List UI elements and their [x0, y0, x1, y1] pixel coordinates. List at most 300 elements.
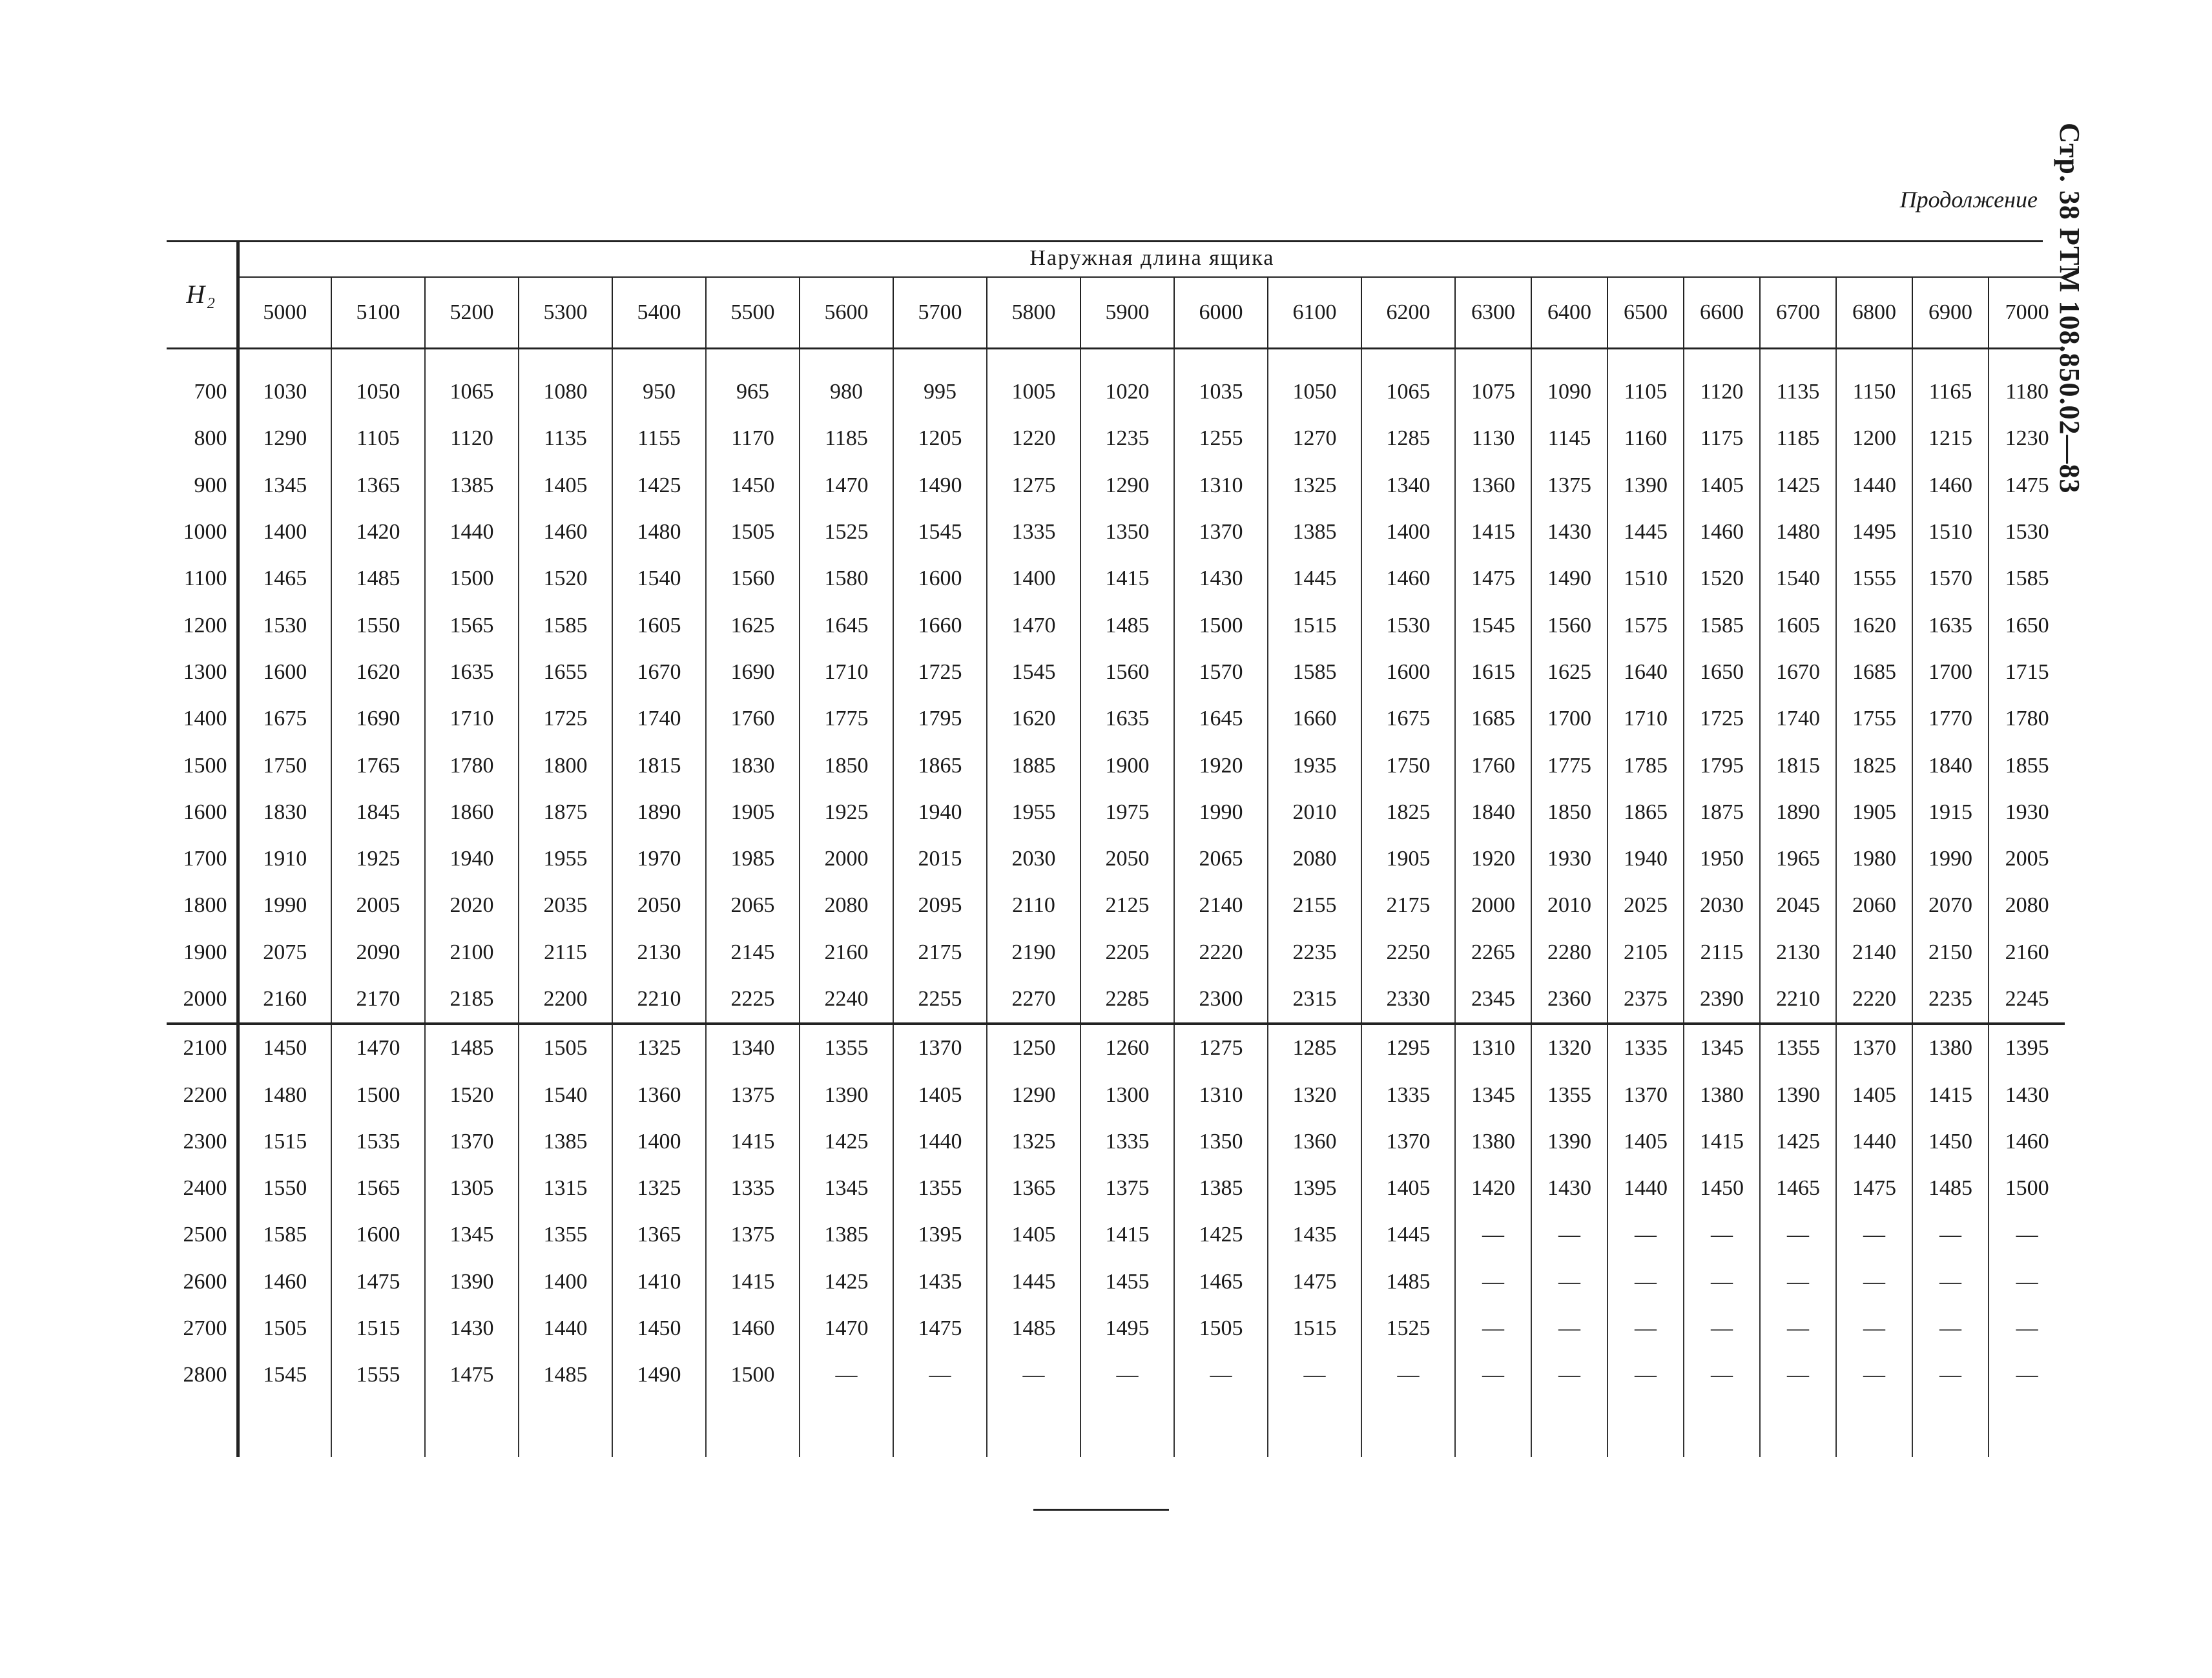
table-cell: —	[1174, 1352, 1268, 1398]
table-cell: 1585	[1989, 555, 2065, 602]
table-cell: 1775	[1531, 742, 1607, 789]
table-cell: 1940	[893, 789, 987, 836]
table-cell: 2175	[1361, 882, 1455, 929]
table-cell: 1710	[800, 649, 893, 696]
table-cell: 2285	[1080, 976, 1174, 1024]
table-cell: 2185	[425, 976, 519, 1024]
column-header: 5500	[706, 277, 800, 349]
table-cell: 2210	[1760, 976, 1836, 1024]
table-cell: 1345	[1684, 1024, 1760, 1072]
table-cell: 1570	[1174, 649, 1268, 696]
table-cell: 1865	[893, 742, 987, 789]
row-label-h2: 1600	[183, 800, 227, 824]
row-label-h2: 1900	[183, 940, 227, 964]
column-header: 6900	[1912, 277, 1989, 349]
table-cell: 1290	[987, 1072, 1080, 1118]
table-cell: 1725	[519, 696, 612, 742]
table-cell: 1375	[1531, 462, 1607, 509]
table-cell: 1900	[1080, 742, 1174, 789]
table-cell: 2210	[612, 976, 706, 1024]
table-cell: 1505	[706, 509, 800, 555]
table-row	[167, 1305, 2065, 1352]
row-label-h2: 2200	[183, 1082, 227, 1107]
table-cell: 1415	[706, 1119, 800, 1165]
table-cell: 1180	[1989, 369, 2065, 415]
table-cell: 1345	[800, 1165, 893, 1212]
table-cell: 2125	[1080, 882, 1174, 929]
table-cell: 1170	[706, 415, 800, 462]
table-cell: 1365	[987, 1165, 1080, 1212]
table-cell: 1510	[1607, 555, 1684, 602]
table-cell: 1405	[1607, 1119, 1684, 1165]
table-row	[167, 882, 2065, 929]
table-cell: 1930	[1531, 836, 1607, 882]
table-cell: 1725	[1684, 696, 1760, 742]
table-cell: 1780	[425, 742, 519, 789]
table-cell: —	[1989, 1212, 2065, 1258]
table-cell: 1300	[1080, 1072, 1174, 1118]
table-row	[167, 555, 2065, 602]
table-cell: 1890	[612, 789, 706, 836]
table-cell: 2005	[331, 882, 425, 929]
table-cell: 2150	[1912, 929, 1989, 976]
table-cell: 2235	[1268, 929, 1361, 976]
table-cell: 1405	[893, 1072, 987, 1118]
table-cell: 2200	[519, 976, 612, 1024]
table-cell: 1175	[1684, 415, 1760, 462]
table-cell: 1485	[1912, 1165, 1989, 1212]
table-cell: 2095	[893, 882, 987, 929]
table-cell: 1430	[1174, 555, 1268, 602]
continuation-label: Продолжение	[1899, 187, 2038, 212]
table-cell: 1435	[1268, 1212, 1361, 1258]
table-cell: 1405	[519, 462, 612, 509]
table-cell: —	[1607, 1212, 1684, 1258]
table-cell: 1965	[1760, 836, 1836, 882]
table-cell: —	[800, 1352, 893, 1398]
table-cell: 1480	[1760, 509, 1836, 555]
table-cell: —	[1760, 1212, 1836, 1258]
table-cell: 1545	[987, 649, 1080, 696]
table-cell: 1230	[1989, 415, 2065, 462]
table-cell: 1505	[519, 1024, 612, 1072]
table-cell: 1460	[1989, 1119, 2065, 1165]
table-row	[167, 1212, 2065, 1258]
page-and-document-number: Стр. 38 РТМ 108.850.02—83	[2054, 123, 2085, 494]
table-cell: 1545	[1455, 602, 1531, 648]
table-cell: 1385	[425, 462, 519, 509]
table-cell: 1640	[1607, 649, 1684, 696]
table-cell: 2030	[987, 836, 1080, 882]
table-cell: 1370	[1836, 1024, 1912, 1072]
table-cell: 1430	[1531, 1165, 1607, 1212]
table-cell: 1685	[1455, 696, 1531, 742]
table-cell: 1830	[706, 742, 800, 789]
row-label-h2: 1100	[183, 566, 227, 591]
table-cell: 1315	[519, 1165, 612, 1212]
table-row	[167, 976, 2065, 1024]
table-cell: 1600	[331, 1212, 425, 1258]
table-cell: 1690	[331, 696, 425, 742]
table-cell: 1425	[800, 1119, 893, 1165]
table-cell: 1390	[800, 1072, 893, 1118]
table-cell: 1350	[1080, 509, 1174, 555]
table-cell: 1670	[612, 649, 706, 696]
table-cell: —	[1607, 1259, 1684, 1305]
table-cell: 1030	[238, 369, 331, 415]
table-cell: 2225	[706, 976, 800, 1024]
table-cell: 1420	[1455, 1165, 1531, 1212]
table-cell: 1955	[519, 836, 612, 882]
table-cell: 1435	[893, 1259, 987, 1305]
table-cell: 1840	[1912, 742, 1989, 789]
table-cell: 1335	[1361, 1072, 1455, 1118]
table-cell: —	[1760, 1305, 1836, 1352]
table-cell: —	[1836, 1259, 1912, 1305]
table-cell: 1925	[331, 836, 425, 882]
table-cell: 2245	[1989, 976, 2065, 1024]
table-cell: 2075	[238, 929, 331, 976]
table-cell: 1555	[331, 1352, 425, 1398]
table-cell: 2270	[987, 976, 1080, 1024]
table-cell: 2315	[1268, 976, 1361, 1024]
table-cell: 1850	[800, 742, 893, 789]
table-cell: 1540	[612, 555, 706, 602]
table-cell: 1335	[706, 1165, 800, 1212]
table-cell: 2240	[800, 976, 893, 1024]
table-cell: 1765	[331, 742, 425, 789]
column-header: 5200	[425, 277, 519, 349]
table-cell: 2000	[1455, 882, 1531, 929]
table-cell: 1345	[238, 462, 331, 509]
row-label-h2: 1400	[183, 707, 227, 731]
table-cell: 1405	[1836, 1072, 1912, 1118]
table-cell: 2265	[1455, 929, 1531, 976]
row-label-h2: 1500	[183, 753, 227, 778]
table-cell: 1285	[1268, 1024, 1361, 1072]
table-cell: 1415	[1684, 1119, 1760, 1165]
table-cell: 1020	[1080, 369, 1174, 415]
table-cell: 1495	[1080, 1305, 1174, 1352]
table-cell: 1425	[800, 1259, 893, 1305]
table-cell: 1990	[1912, 836, 1989, 882]
table-cell: 1755	[1836, 696, 1912, 742]
table-cell: 1515	[331, 1305, 425, 1352]
table-cell: 2080	[800, 882, 893, 929]
table-cell: 1940	[425, 836, 519, 882]
table-cell: 2015	[893, 836, 987, 882]
column-header-row	[167, 277, 2065, 349]
table-cell: 1710	[425, 696, 519, 742]
table-cell: 1460	[238, 1259, 331, 1305]
table-cell: 2030	[1684, 882, 1760, 929]
table-cell: 1620	[331, 649, 425, 696]
table-cell: 2170	[331, 976, 425, 1024]
table-cell: 1875	[1684, 789, 1760, 836]
table-cell: 1365	[331, 462, 425, 509]
table-cell: 1685	[1836, 649, 1912, 696]
table-cell: 1475	[331, 1259, 425, 1305]
table-cell: 1545	[893, 509, 987, 555]
table-cell: 1500	[425, 555, 519, 602]
row-label-h2: 800	[194, 426, 227, 451]
table-cell: 1295	[1361, 1024, 1455, 1072]
table-cell: 1650	[1989, 602, 2065, 648]
table-cell: 1430	[1989, 1072, 2065, 1118]
table-cell: 1105	[331, 415, 425, 462]
table-cell: 1505	[1174, 1305, 1268, 1352]
table-cell: 1260	[1080, 1024, 1174, 1072]
table-cell: 1445	[1607, 509, 1684, 555]
table-cell: 1370	[425, 1119, 519, 1165]
table-cell: 1385	[1174, 1165, 1268, 1212]
table-cell: 1290	[1080, 462, 1174, 509]
table-cell: 1410	[612, 1259, 706, 1305]
table-cell: 1565	[331, 1165, 425, 1212]
table-cell: —	[1684, 1352, 1760, 1398]
table-row	[167, 1024, 2065, 1072]
table-cell: 1355	[519, 1212, 612, 1258]
table-cell: 2000	[800, 836, 893, 882]
table-cell: 2255	[893, 976, 987, 1024]
table-cell: 1525	[800, 509, 893, 555]
table-cell: 1470	[800, 1305, 893, 1352]
table-row	[167, 415, 2065, 462]
table-cell: 1145	[1531, 415, 1607, 462]
column-header: 6300	[1455, 277, 1531, 349]
table-cell: 1375	[706, 1212, 800, 1258]
table-cell: 1860	[425, 789, 519, 836]
table-cell: 1445	[987, 1259, 1080, 1305]
table-row	[167, 462, 2065, 509]
table-cell: 1505	[238, 1305, 331, 1352]
table-cell: 1480	[238, 1072, 331, 1118]
table-cell: 1715	[1989, 649, 2065, 696]
column-header: 5900	[1080, 277, 1174, 349]
table-cell: 1515	[1268, 602, 1361, 648]
table-cell: 2190	[987, 929, 1080, 976]
table-cell: 1990	[1174, 789, 1268, 836]
table-cell: 980	[800, 369, 893, 415]
table-cell: 1815	[1760, 742, 1836, 789]
table-cell: 1795	[893, 696, 987, 742]
table-cell: 1355	[893, 1165, 987, 1212]
table-body	[167, 349, 2065, 1457]
table-cell: 1920	[1455, 836, 1531, 882]
table-cell: 1355	[800, 1024, 893, 1072]
table-cell: —	[1760, 1259, 1836, 1305]
table-cell: 1530	[238, 602, 331, 648]
table-cell: 1405	[1684, 462, 1760, 509]
caption-row	[167, 240, 2065, 277]
table-cell: 1310	[1174, 462, 1268, 509]
table-cell: 1090	[1531, 369, 1607, 415]
table-cell: 1615	[1455, 649, 1531, 696]
spacer-row	[167, 349, 2065, 369]
table-cell: 1625	[706, 602, 800, 648]
table-cell: 2175	[893, 929, 987, 976]
table-cell: 1400	[612, 1119, 706, 1165]
table-cell: 1600	[893, 555, 987, 602]
table-cell: 2160	[238, 976, 331, 1024]
table-cell: 1700	[1912, 649, 1989, 696]
table-cell: 2010	[1268, 789, 1361, 836]
table-cell: 2375	[1607, 976, 1684, 1024]
table-cell: 1635	[1080, 696, 1174, 742]
table-cell: 1310	[1455, 1024, 1531, 1072]
table-cell: 1450	[612, 1305, 706, 1352]
table-cell: 1560	[1080, 649, 1174, 696]
table-cell: 1475	[1989, 462, 2065, 509]
table-cell: 2045	[1760, 882, 1836, 929]
table-cell: 1430	[425, 1305, 519, 1352]
table-row	[167, 1165, 2065, 1212]
table-cell: 2360	[1531, 976, 1607, 1024]
table-cell: 2345	[1455, 976, 1531, 1024]
row-label-h2: 1800	[183, 893, 227, 918]
table-cell: 1530	[1989, 509, 2065, 555]
column-header: 5700	[893, 277, 987, 349]
table-cell: 1325	[987, 1119, 1080, 1165]
table-cell: 1710	[1607, 696, 1684, 742]
row-label-h2: 700	[194, 380, 227, 404]
table-cell: —	[1912, 1352, 1989, 1398]
table-cell: 2065	[706, 882, 800, 929]
table-cell: 1550	[238, 1165, 331, 1212]
table-cell: 1310	[1174, 1072, 1268, 1118]
table-cell: 2280	[1531, 929, 1607, 976]
table-cell: 2160	[800, 929, 893, 976]
table-cell: 1005	[987, 369, 1080, 415]
table-cell: 1445	[1268, 555, 1361, 602]
table-cell: 1345	[425, 1212, 519, 1258]
table-cell: 1635	[425, 649, 519, 696]
table-cell: 2140	[1174, 882, 1268, 929]
table-cell: 1700	[1531, 696, 1607, 742]
table-cell: 2105	[1607, 929, 1684, 976]
table-caption: Наружная длина ящика	[238, 240, 2065, 277]
table-cell: 1740	[1760, 696, 1836, 742]
column-header: 5300	[519, 277, 612, 349]
table-cell: 1500	[331, 1072, 425, 1118]
row-label-h2: 2700	[183, 1316, 227, 1341]
table-cell: 1475	[1455, 555, 1531, 602]
table-cell: 1380	[1684, 1072, 1760, 1118]
column-header: 6800	[1836, 277, 1912, 349]
table-cell: 1690	[706, 649, 800, 696]
table-cell: 2080	[1989, 882, 2065, 929]
table-cell: 1285	[1361, 415, 1455, 462]
table-cell: —	[1912, 1259, 1989, 1305]
table-cell: —	[1531, 1259, 1607, 1305]
table-cell: —	[1684, 1305, 1760, 1352]
column-header: 6700	[1760, 277, 1836, 349]
table-cell: 1850	[1531, 789, 1607, 836]
table-cell: 1440	[519, 1305, 612, 1352]
table-cell: 1940	[1607, 836, 1684, 882]
column-header: 6400	[1531, 277, 1607, 349]
row-header-h2: H₂	[167, 240, 238, 349]
table-cell: 2025	[1607, 882, 1684, 929]
table-cell: 1585	[519, 602, 612, 648]
table-row	[167, 1072, 2065, 1118]
table-cell: —	[1531, 1305, 1607, 1352]
table-cell: 1390	[1607, 462, 1684, 509]
table-row	[167, 1352, 2065, 1398]
column-header: 5800	[987, 277, 1080, 349]
table-cell: 1065	[425, 369, 519, 415]
table-cell: 1500	[1174, 602, 1268, 648]
table-cell: 1375	[706, 1072, 800, 1118]
table-cell: 1275	[1174, 1024, 1268, 1072]
table-cell: —	[1760, 1352, 1836, 1398]
table-cell: 1675	[1361, 696, 1455, 742]
table-cell: 1845	[331, 789, 425, 836]
table-cell: 1460	[519, 509, 612, 555]
table-cell: —	[1268, 1352, 1361, 1398]
table-cell: 1910	[238, 836, 331, 882]
table-cell: 1370	[1607, 1072, 1684, 1118]
table-cell: 1465	[1174, 1259, 1268, 1305]
table-cell: 2140	[1836, 929, 1912, 976]
table-cell: 1425	[1760, 462, 1836, 509]
table-cell: 1475	[1268, 1259, 1361, 1305]
table-cell: —	[1684, 1259, 1760, 1305]
table-row	[167, 929, 2065, 976]
table-cell: 1450	[1684, 1165, 1760, 1212]
table-cell: 1405	[987, 1212, 1080, 1258]
table-cell: 2115	[519, 929, 612, 976]
table-cell: 2160	[1989, 929, 2065, 976]
row-label-h2: 2000	[167, 976, 238, 1024]
table-cell: 1905	[1361, 836, 1455, 882]
table-cell: 1585	[238, 1212, 331, 1258]
table-cell: —	[1836, 1352, 1912, 1398]
table-cell: 1815	[612, 742, 706, 789]
row-label-h2: 1700	[183, 847, 227, 871]
table-row	[167, 696, 2065, 742]
table-cell: 1135	[1760, 369, 1836, 415]
table-cell: 2205	[1080, 929, 1174, 976]
table-cell: 1400	[1361, 509, 1455, 555]
table-row	[167, 1259, 2065, 1305]
table-cell: 1480	[612, 509, 706, 555]
table-cell: 2390	[1684, 976, 1760, 1024]
table-cell: 1320	[1268, 1072, 1361, 1118]
table-cell: 1475	[1836, 1165, 1912, 1212]
table-cell: 1165	[1912, 369, 1989, 415]
table-cell: 1520	[1684, 555, 1760, 602]
table-row	[167, 789, 2065, 836]
table-cell: 1440	[1836, 462, 1912, 509]
table-cell: 1400	[519, 1259, 612, 1305]
table-cell: 1465	[238, 555, 331, 602]
table-cell: 1565	[425, 602, 519, 648]
table-cell: 1415	[1080, 1212, 1174, 1258]
table-cell: 2005	[1989, 836, 2065, 882]
table-cell: 2090	[331, 929, 425, 976]
table-cell: 1375	[1080, 1165, 1174, 1212]
table-cell: 1270	[1268, 415, 1361, 462]
table-cell: 1425	[1760, 1119, 1836, 1165]
table-cell: 1905	[706, 789, 800, 836]
table-cell: 2300	[1174, 976, 1268, 1024]
table-cell: 1440	[893, 1119, 987, 1165]
table-cell: 2020	[425, 882, 519, 929]
table-cell: 1440	[1836, 1119, 1912, 1165]
table-cell: 1670	[1760, 649, 1836, 696]
table-cell: 1425	[612, 462, 706, 509]
